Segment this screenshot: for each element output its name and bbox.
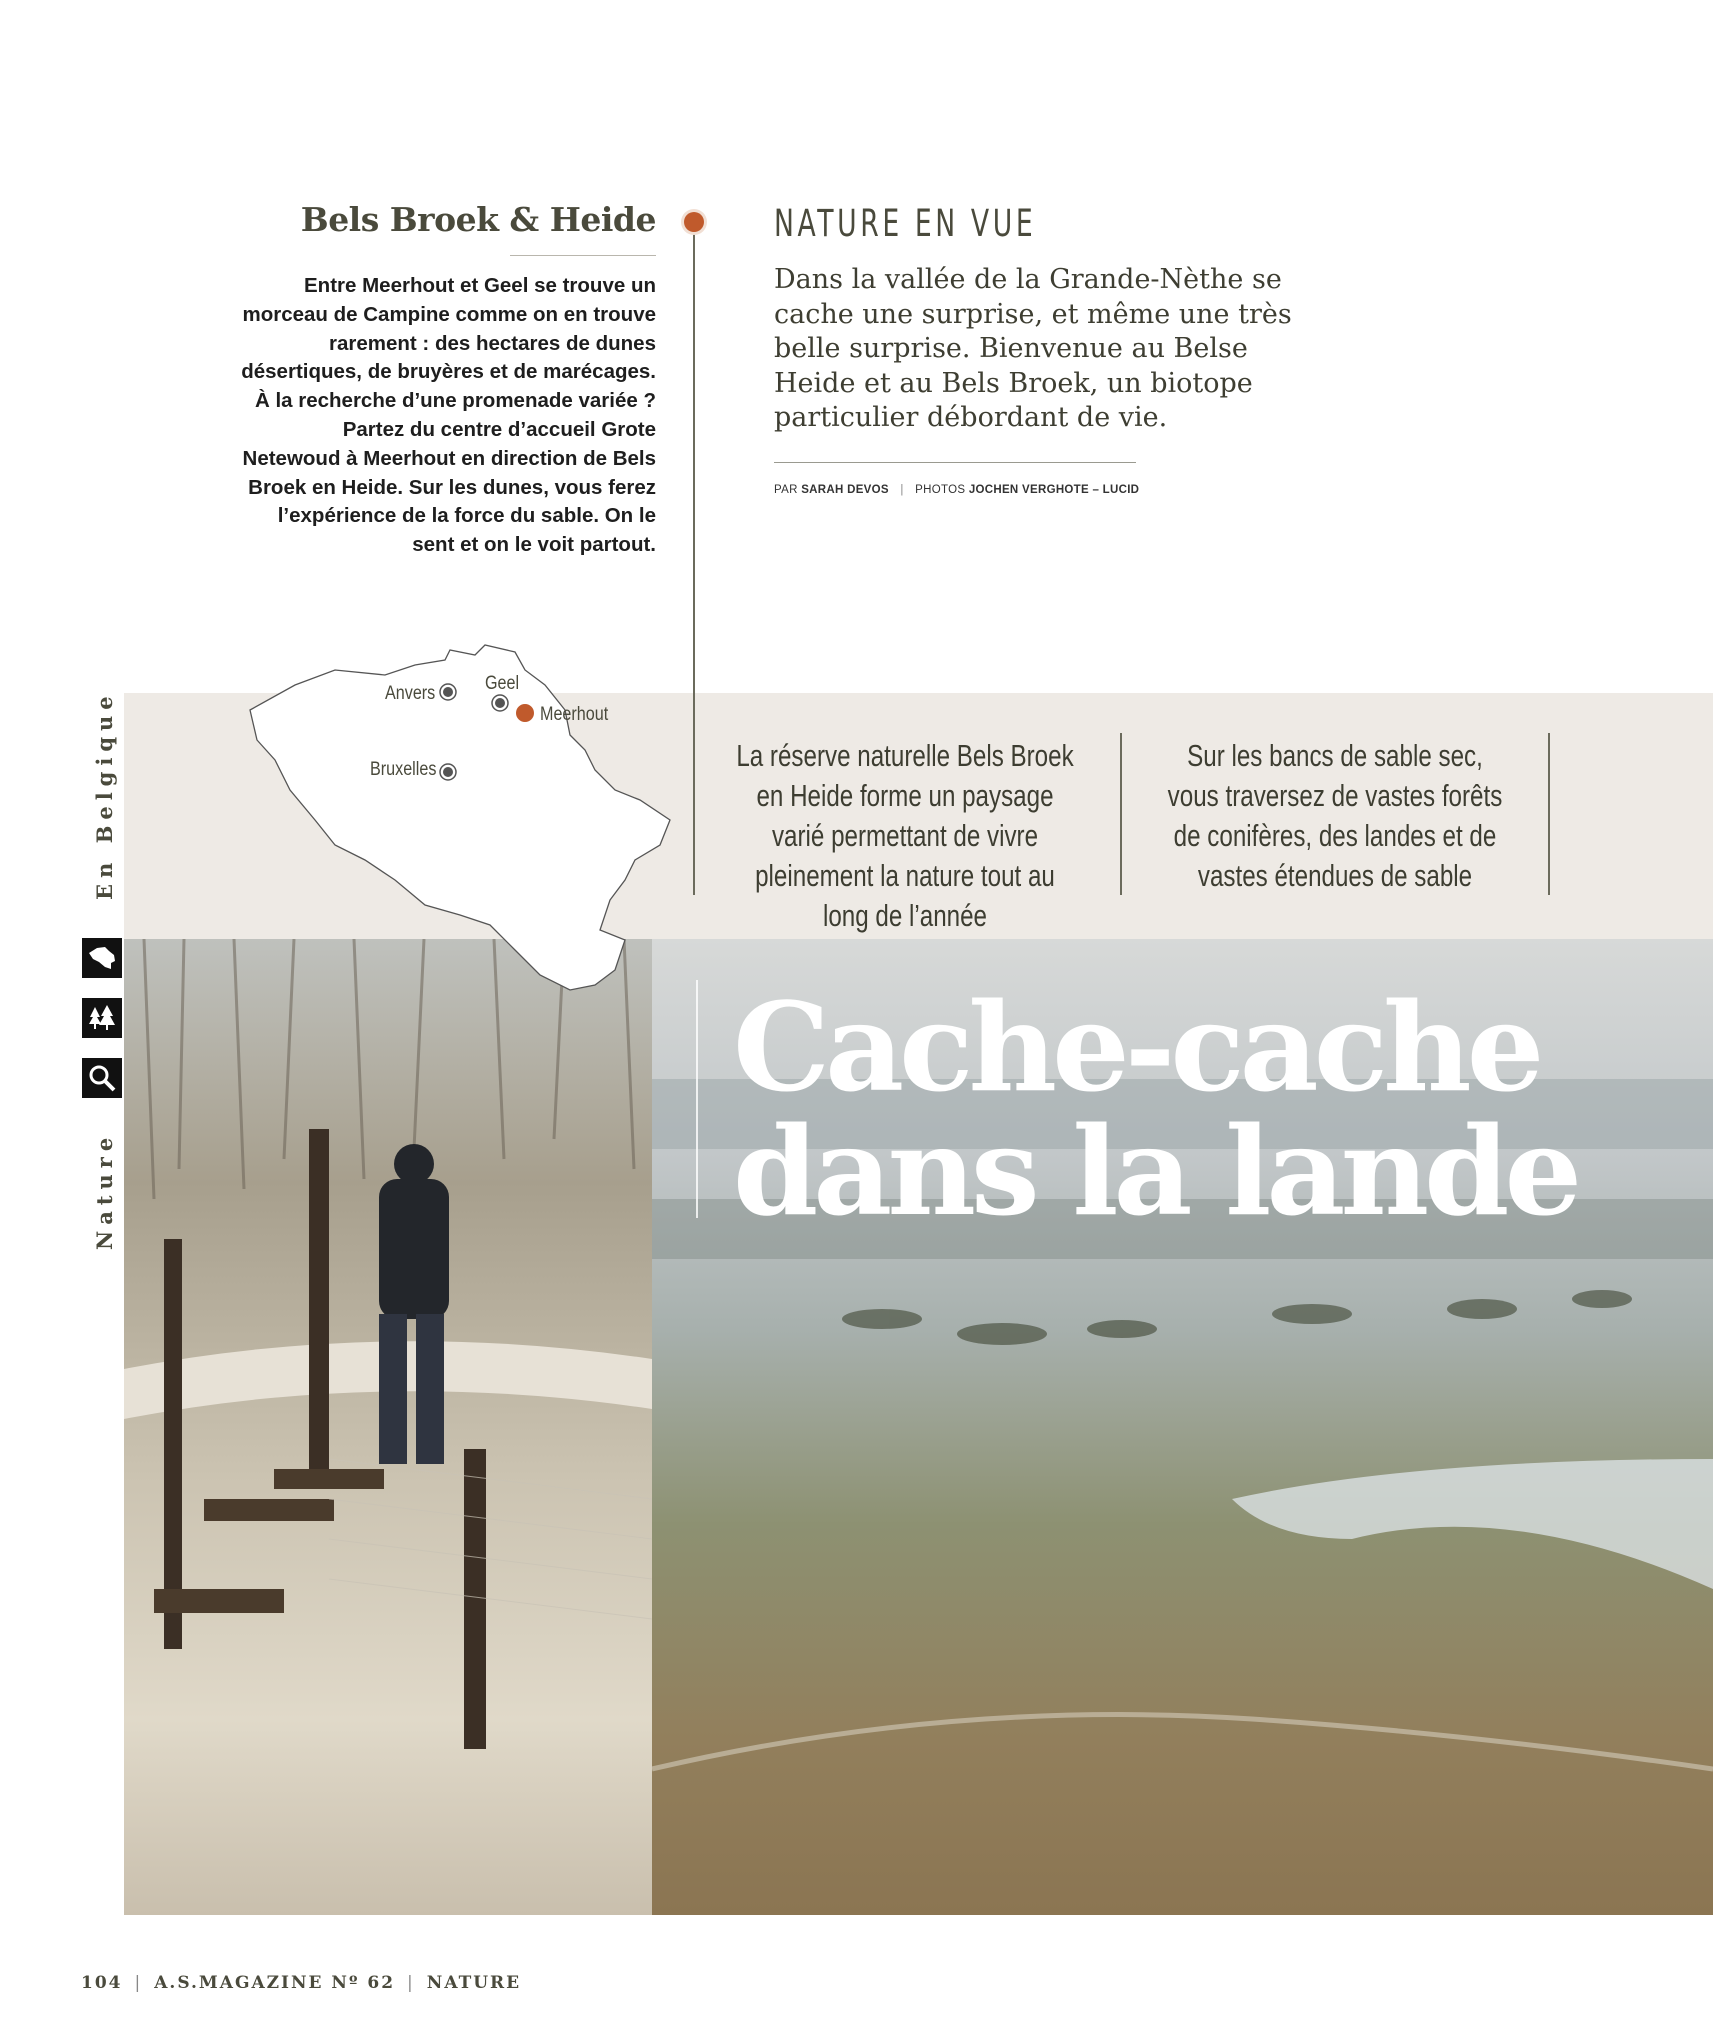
- belgium-map: [235, 640, 675, 1000]
- page-number: 104: [81, 1973, 123, 1993]
- footer-magazine: A.S.MAGAZINE Nº 62: [154, 1973, 396, 1993]
- city-label-meerhout: Meerhout: [540, 702, 609, 725]
- quote-rule-middle: [1120, 733, 1122, 895]
- intro-title-rule: [510, 255, 656, 256]
- credit-by-prefix: PAR: [774, 484, 798, 496]
- sidebar-category-label: Nature: [92, 1131, 117, 1250]
- intro-body: Entre Meerhout et Geel se trouve un morceau de Campine comme on en trouve rarement : des hectares de dunes désertiques, de bruyères et de marécages. À la recherche d’une promenade variée ? Partez du centre d’accueil Grote Netewoud à Meerhout en direction de Bels Broek en Heide. Sur les dunes, vous ferez l’expérience de la force du sable. On le sent et on le voit partout.: [241, 274, 656, 557]
- footer-separator: |: [134, 1973, 143, 1993]
- marker-anvers-dot: [443, 687, 453, 697]
- marker-geel-dot: [495, 698, 505, 708]
- page-footer: [81, 1973, 521, 1993]
- headline-line-2: dans la lande: [733, 1099, 1578, 1243]
- marker-meerhout: [515, 703, 535, 723]
- intro-title: Bels Broek & Heide: [300, 200, 656, 239]
- section-kicker: NATURE EN VUE: [774, 202, 1037, 245]
- article-credits: [774, 484, 1139, 496]
- credit-photos-prefix: PHOTOS: [915, 484, 966, 496]
- pull-quote-2: Sur les bancs de sable sec, vous traversez de vastes forêts de conifères, des landes et de vastes étendues de sable: [1167, 738, 1503, 893]
- city-label-bruxelles: Bruxelles: [370, 757, 437, 780]
- credit-separator: |: [900, 484, 904, 496]
- photo-hiker-stile: [124, 939, 652, 1915]
- headline-rule: [696, 980, 698, 1218]
- footer-section: NATURE: [426, 1973, 522, 1993]
- photo-hiker-illustration: [124, 939, 652, 1915]
- headline-line-1: Cache-cache: [733, 975, 1540, 1119]
- city-label-geel: Geel: [485, 671, 520, 694]
- quote-rule-left: [693, 733, 695, 895]
- city-label-anvers: Anvers: [385, 681, 436, 704]
- trees-icon: [82, 998, 122, 1038]
- credit-author: SARAH DEVOS: [801, 484, 889, 496]
- footer-separator-2: |: [407, 1973, 415, 1993]
- credit-photographer: JOCHEN VERGHOTE – LUCID: [968, 484, 1140, 496]
- belgium-map-icon: [82, 938, 122, 978]
- pull-quote-1: La réserve naturelle Bels Broek en Heide forme un paysage varié permettant de vivre pleinement la nature tout au long de l’année: [736, 738, 1074, 933]
- belgium-outline: [250, 645, 670, 990]
- search-icon: [82, 1058, 122, 1098]
- sidebar-country-label: En Belgique: [92, 690, 117, 900]
- article-lead: Dans la vallée de la Grande-Nèthe se cache une surprise, et même une très belle surprise. Bienvenue au Belse Heide et au Bels Broek, un biotope particulier débordant de vie.: [774, 264, 1292, 433]
- marker-bruxelles-dot: [443, 767, 453, 777]
- accent-dot-icon: [684, 212, 704, 232]
- article-headline: [733, 975, 1633, 1243]
- quote-rule-right: [1548, 733, 1550, 895]
- credit-rule: [774, 462, 1136, 463]
